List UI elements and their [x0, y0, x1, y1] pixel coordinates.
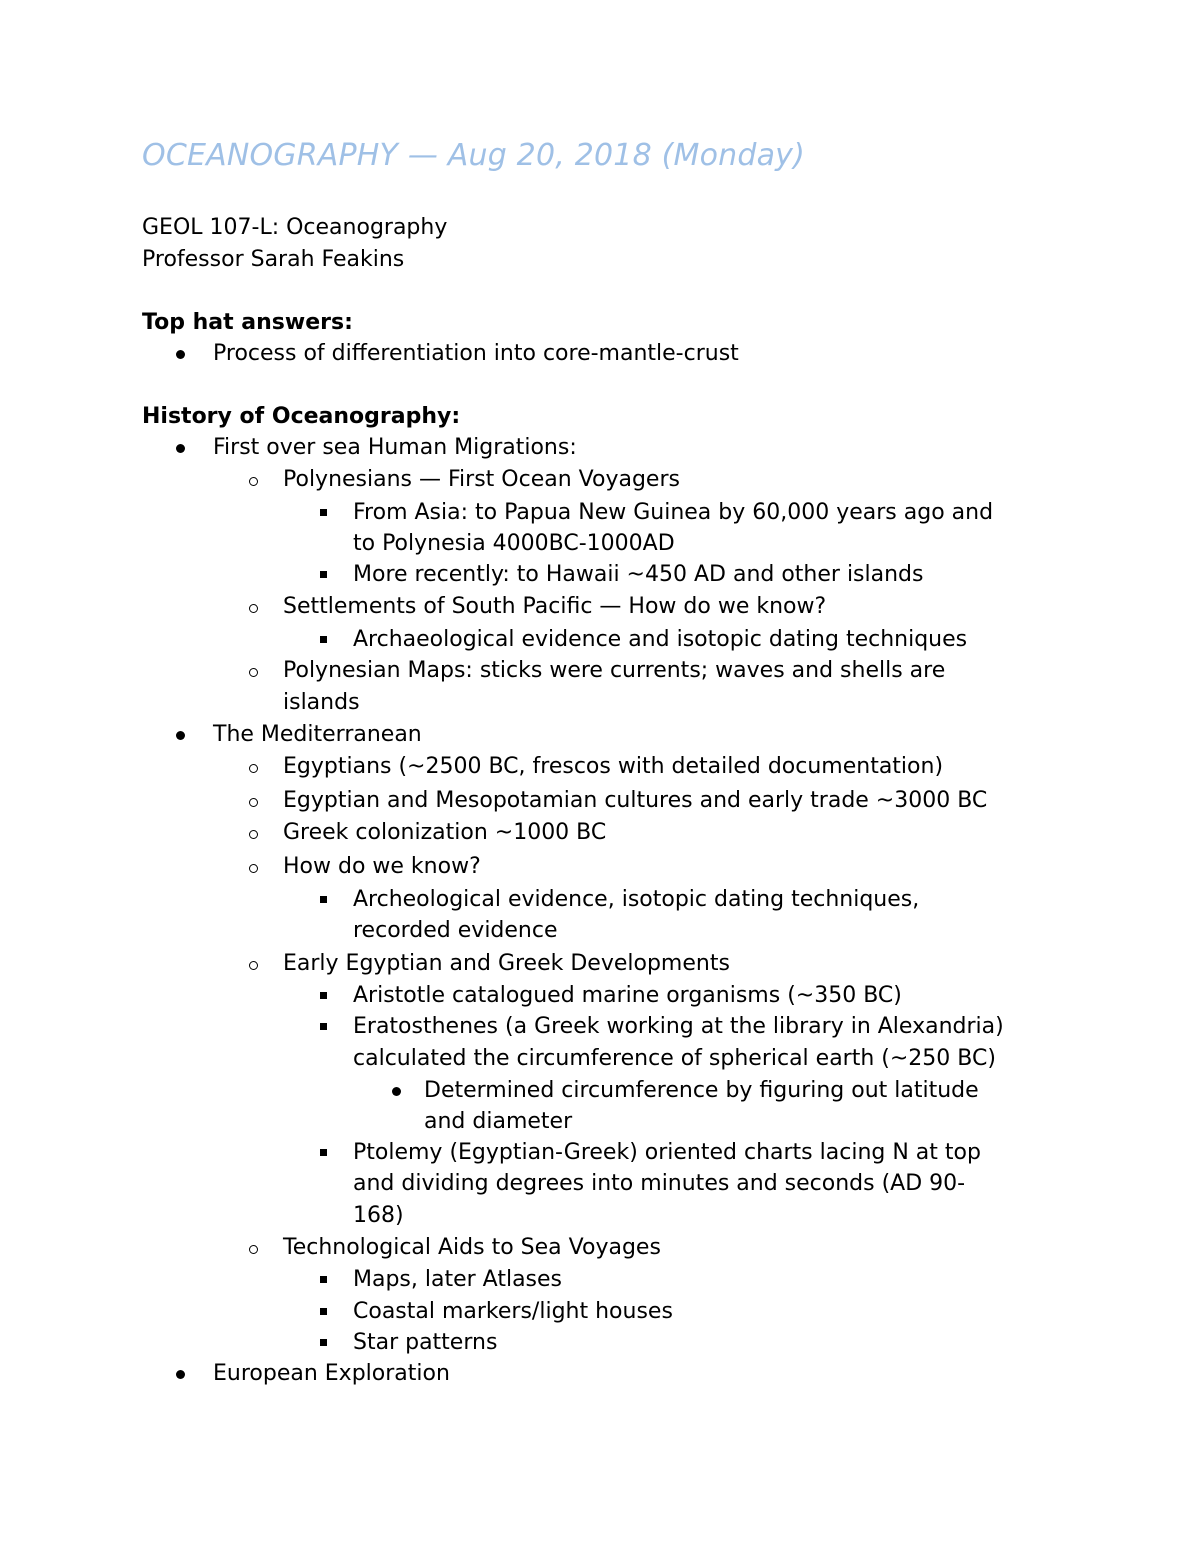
square-bullet-icon: [320, 1339, 327, 1346]
list-item-continuation: and diameter: [424, 1109, 573, 1134]
circle-bullet-icon: [249, 961, 258, 970]
list-item: Aristotle catalogued marine organisms (~350 BC): [316, 980, 902, 1011]
bullet-icon: [176, 1370, 185, 1379]
list-item: Determined circumference by figuring out latitude: [388, 1075, 979, 1106]
list-item: Star patterns: [316, 1327, 497, 1358]
square-bullet-icon: [320, 1023, 327, 1030]
professor-name: Professor Sarah Feakins: [142, 247, 405, 272]
list-item: Early Egyptian and Greek Developments: [244, 948, 730, 979]
list-item: Egyptian and Mesopotamian cultures and early trade ~3000 BC: [244, 785, 987, 816]
square-bullet-icon: [320, 571, 327, 578]
page-title: OCEANOGRAPHY — Aug 20, 2018 (Monday): [142, 138, 806, 173]
circle-bullet-icon: [249, 477, 258, 486]
square-bullet-icon: [320, 896, 327, 903]
list-item: Polynesian Maps: sticks were currents; waves and shells are: [244, 655, 945, 686]
list-item: Eratosthenes (a Greek working at the library in Alexandria): [316, 1011, 1004, 1042]
list-item-continuation: calculated the circumference of spherical earth (~250 BC): [353, 1046, 996, 1071]
square-bullet-icon: [320, 1149, 327, 1156]
list-item: From Asia: to Papua New Guinea by 60,000 years ago and: [316, 497, 993, 528]
course-name: GEOL 107-L: Oceanography: [142, 215, 448, 240]
circle-bullet-icon: [249, 798, 258, 807]
square-bullet-icon: [320, 992, 327, 999]
list-item-continuation: islands: [283, 690, 360, 715]
bullet-icon: [176, 444, 185, 453]
circle-bullet-icon: [249, 668, 258, 677]
list-item: Egyptians (~2500 BC, frescos with detailed documentation): [244, 751, 943, 782]
list-item: European Exploration: [172, 1358, 450, 1389]
list-item: Process of differentiation into core-mantle-crust: [172, 338, 739, 369]
list-item: Maps, later Atlases: [316, 1264, 562, 1295]
list-item: Polynesians — First Ocean Voyagers: [244, 464, 680, 495]
list-item-continuation: 168): [353, 1203, 404, 1228]
circle-bullet-icon: [249, 604, 258, 613]
list-item: Settlements of South Pacific — How do we know?: [244, 591, 826, 622]
list-item: Ptolemy (Egyptian-Greek) oriented charts lacing N at top: [316, 1137, 981, 1168]
square-bullet-icon: [320, 509, 327, 516]
circle-bullet-icon: [249, 830, 258, 839]
list-item: Technological Aids to Sea Voyages: [244, 1232, 661, 1263]
list-item-continuation: recorded evidence: [353, 918, 558, 943]
list-item: Archaeological evidence and isotopic dating techniques: [316, 624, 967, 655]
list-item: The Mediterranean: [172, 719, 422, 750]
list-item: First over sea Human Migrations:: [172, 432, 577, 463]
list-item: More recently: to Hawaii ~450 AD and other islands: [316, 559, 924, 590]
section-heading-history: History of Oceanography:: [142, 404, 461, 429]
bullet-icon: [392, 1087, 401, 1096]
list-item: How do we know?: [244, 851, 481, 882]
list-item-continuation: and dividing degrees into minutes and seconds (AD 90-: [353, 1171, 966, 1196]
list-item: Archeological evidence, isotopic dating techniques,: [316, 884, 919, 915]
circle-bullet-icon: [249, 1245, 258, 1254]
bullet-icon: [176, 350, 185, 359]
bullet-icon: [176, 731, 185, 740]
circle-bullet-icon: [249, 764, 258, 773]
list-item: Coastal markers/light houses: [316, 1296, 673, 1327]
circle-bullet-icon: [249, 864, 258, 873]
square-bullet-icon: [320, 1308, 327, 1315]
section-heading-top-hat: Top hat answers:: [142, 310, 353, 335]
square-bullet-icon: [320, 636, 327, 643]
square-bullet-icon: [320, 1276, 327, 1283]
list-item-continuation: to Polynesia 4000BC-1000AD: [353, 531, 675, 556]
list-item: Greek colonization ~1000 BC: [244, 817, 606, 848]
